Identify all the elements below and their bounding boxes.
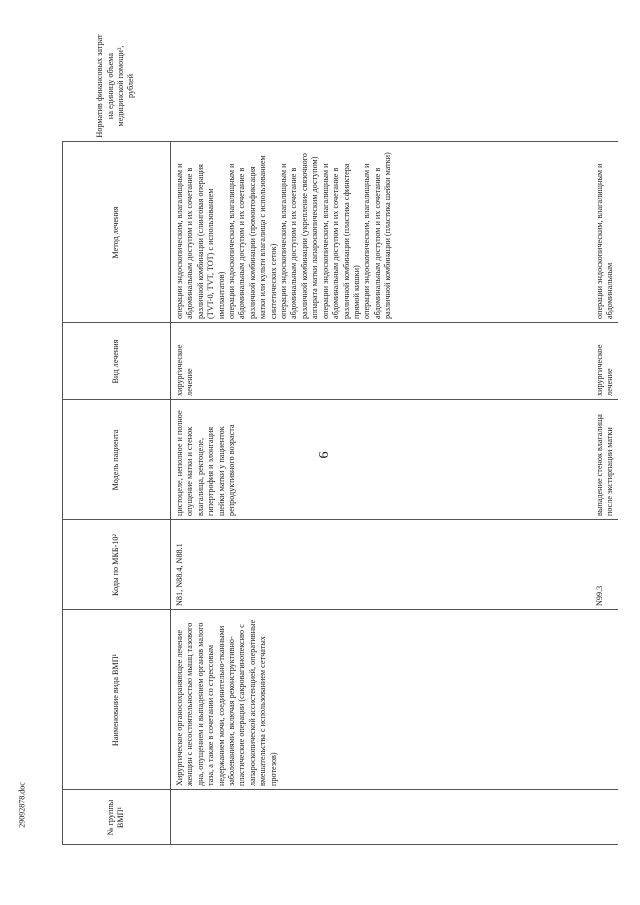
header-patient-model: Модель пациента — [110, 429, 120, 491]
row1-group-no — [172, 790, 178, 845]
footer-doc-name: 29092878.doc — [17, 782, 27, 828]
row-border-header — [170, 142, 171, 845]
row1-treatment-method — [172, 142, 397, 323]
header-vmp-name: Наименование вида ВМП¹ — [110, 653, 120, 747]
header-group-no: № группы ВМП¹ — [105, 799, 125, 836]
row1-method-item: операции эндоскопическим, влагалищным и абдоминальным доступом и их сочетание в различной комбинации (слинговая операция (TVT-0, TVT, TOT) с использованием имплантатов) — [175, 163, 226, 319]
row1-method-item: операции эндоскопическим, влагалищным и абдоминальным доступом и их сочетание в различной комбинации (укрепление связочного аппарата матки лапароскопическим доступом) — [279, 152, 320, 319]
row1-method-item: операции эндоскопическим, влагалищным и абдоминальным доступом и их сочетание в различной комбинации (пластика шейки матки) — [362, 152, 393, 319]
page-number: 6 — [317, 451, 332, 459]
header-mkb-codes: Коды по МКБ-10² — [110, 534, 120, 596]
header-treatment-type: Вид лечения — [110, 339, 120, 384]
rotated-table-area — [62, 30, 618, 845]
table — [62, 30, 618, 845]
row2-method-item: операции эндоскопическим, влагалищным и абдоминальным — [595, 163, 615, 319]
header-treatment-method: Метод лечения — [110, 206, 120, 259]
row1-vmp-name: Хирургическое органосохраняющее лечение женщин с несостоятельностью мышц тазового дна, опущением и выпадением органов малого таза, а также в сочетании со стрессовым недержанием мочи, соединительно-тканными заболеваниями, включая реконструктивно-пластические операции (сакровагинопексию с лапароскопической ассистенцией, оперативные вмешательства с использованием сетчатых протезов) — [175, 619, 278, 786]
row1-method-item: операции эндоскопическим, влагалищным и абдоминальным доступом и их сочетание в различной комбинации (промонтофиксация матки или культи влагалища с использованием синтетических сеток) — [227, 155, 278, 319]
row2-mkb-codes: N99.3 — [595, 585, 604, 606]
row2-vmp-name — [592, 610, 598, 790]
row2-treatment-method — [592, 142, 618, 323]
header-cost-norm: Норматив финансовых затрат на единицу объема медицинской помощи³, рублей — [95, 34, 136, 138]
row2-group-no — [592, 790, 598, 845]
row1-cost-norm — [172, 30, 178, 142]
row2-patient-model: выпадение стенок влагалища после экстирпации матки — [595, 414, 615, 516]
row2-treatment-type: хирургическое лечение — [595, 344, 615, 396]
row1-treatment-type: хирургическое лечение — [175, 344, 195, 396]
row1-method-item: операции эндоскопическим, влагалищным и абдоминальным доступом и их сочетание в различной комбинации (пластика сфинктера прямой кишки) — [320, 163, 361, 319]
row1-mkb-codes: N81, N88.4, N88.1 — [175, 543, 184, 606]
row1-patient-model: цистоцеле, неполное и полное опущение матки и стенок влагалища, ректоцеле, гипертрофия и элонгация шейки матки у пациенток репродуктивного возраста — [175, 410, 237, 516]
row2-cost-norm — [592, 30, 598, 142]
